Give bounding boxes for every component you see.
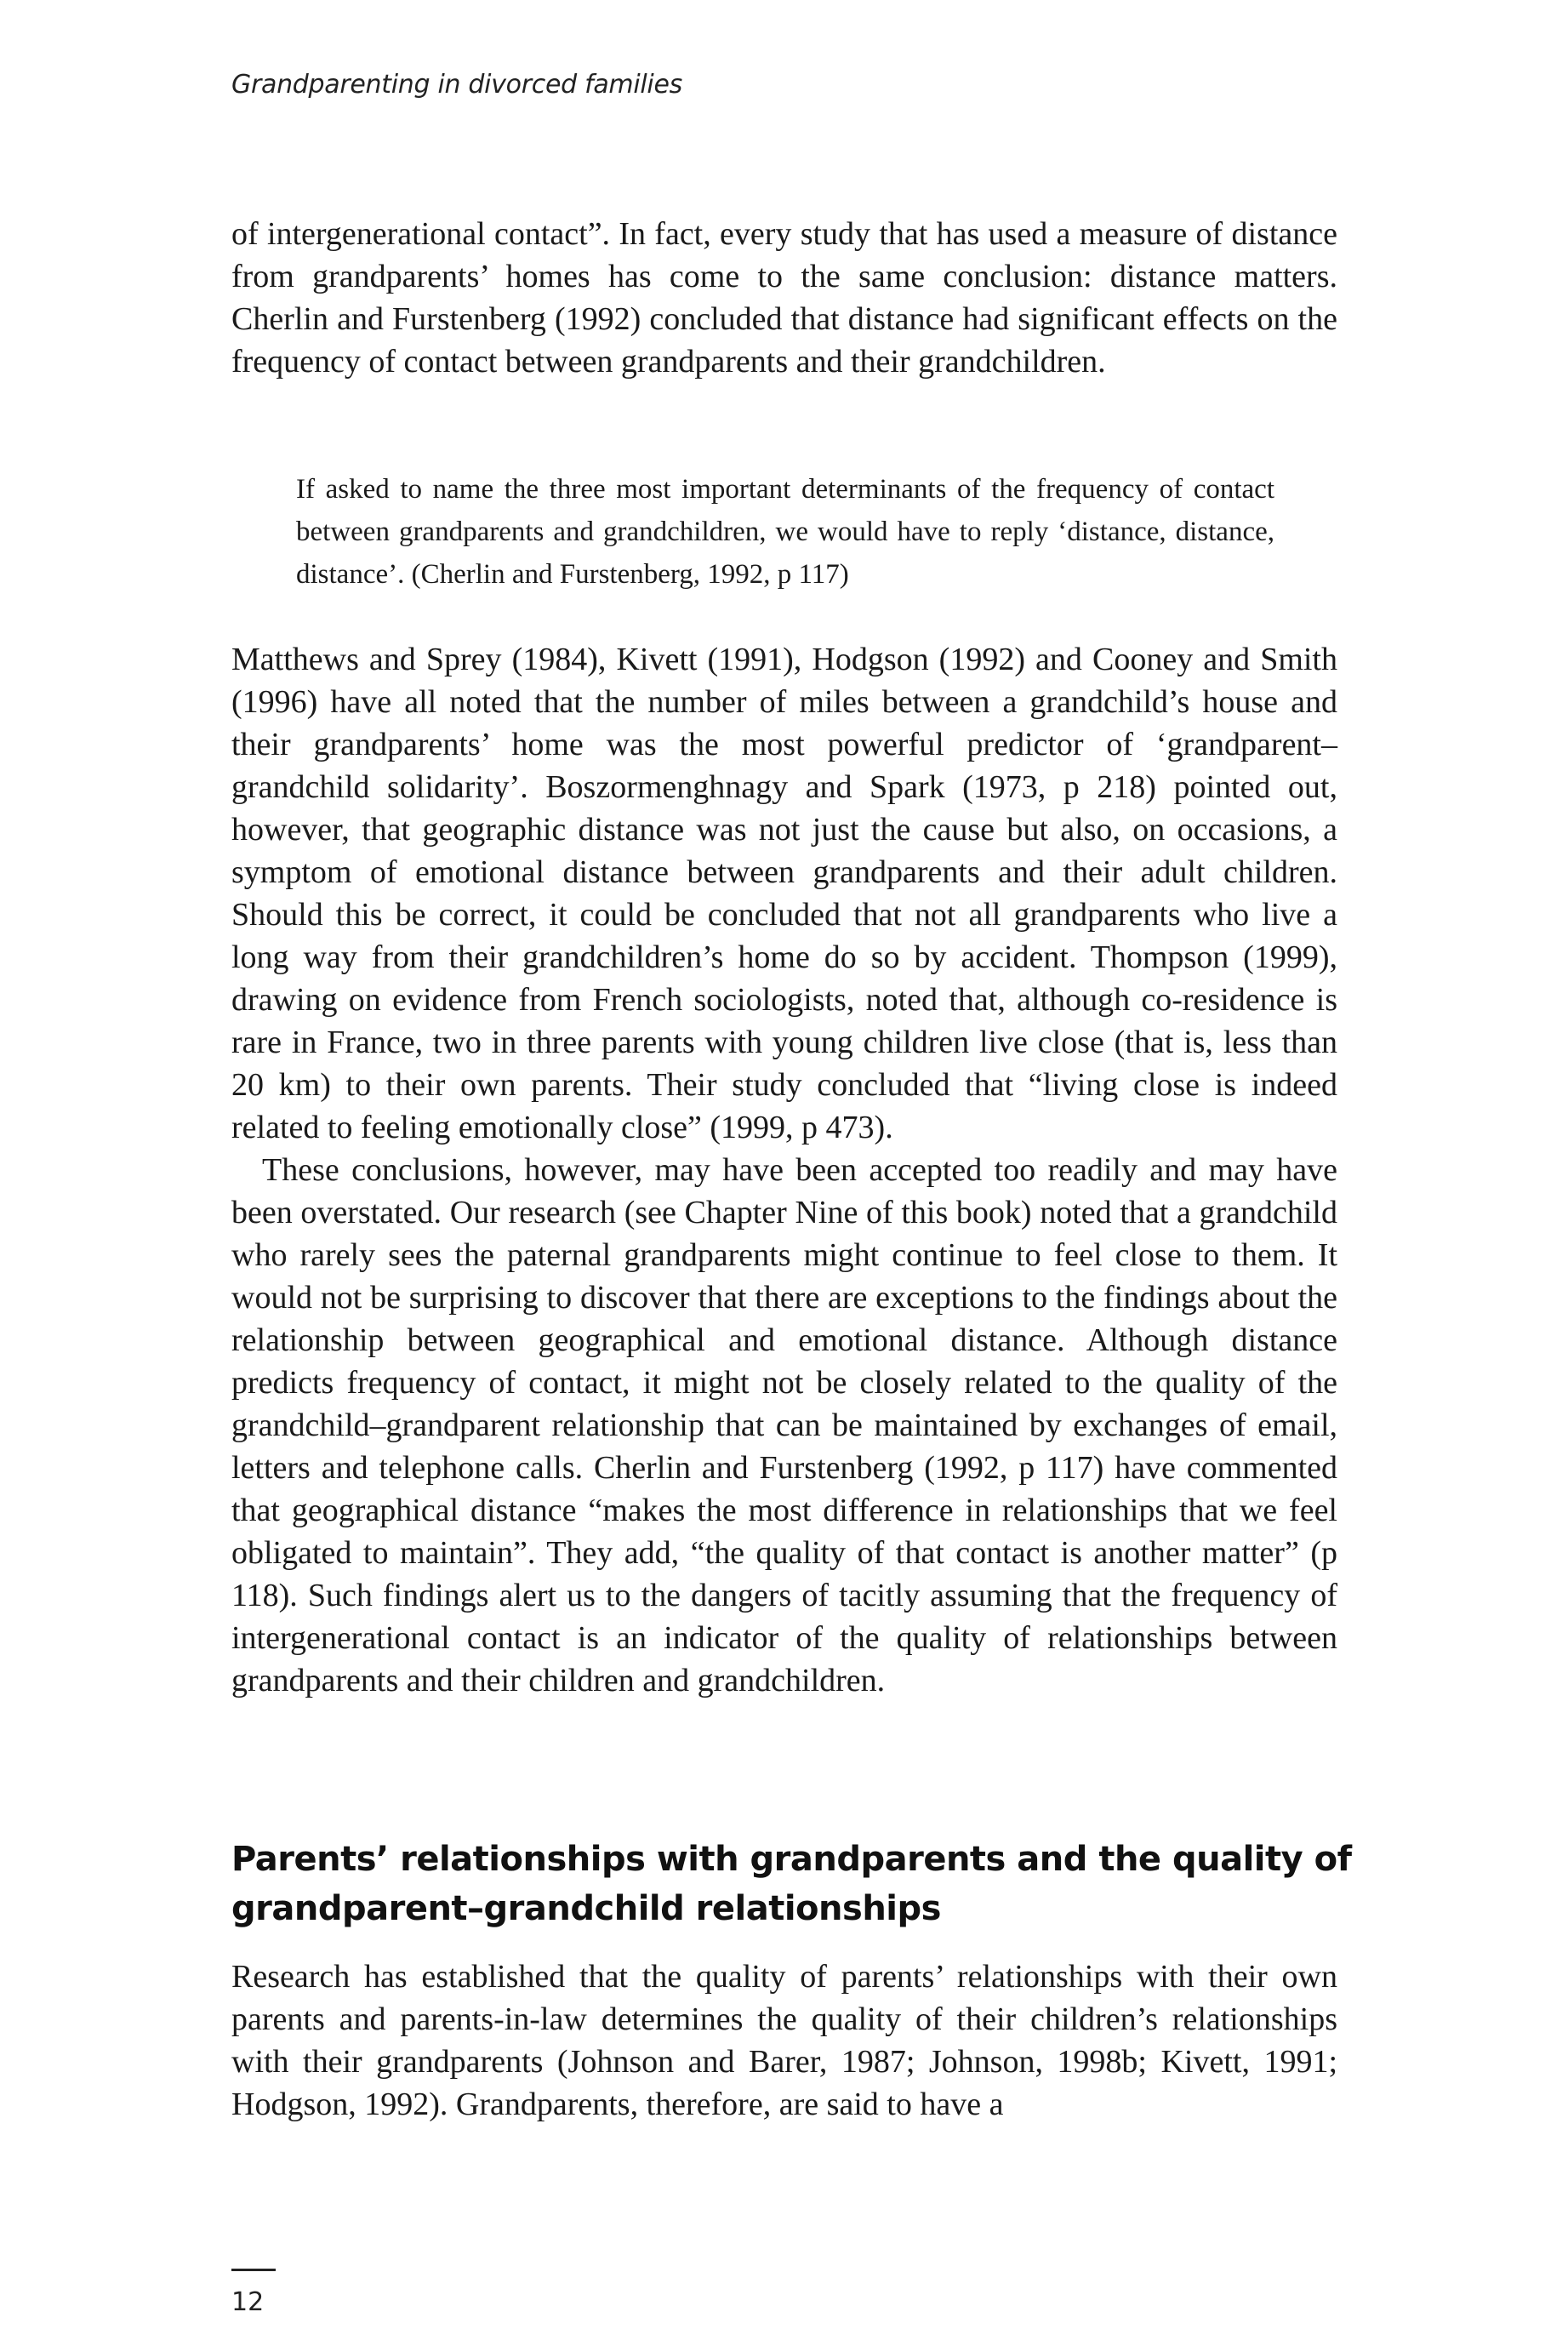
body-paragraphs-2-3 [231,638,1337,1702]
section-heading: Parents’ relationships with grandparents and the quality of grandparent–grandchild relationships [231,1840,1352,1928]
quote-text: If asked to name the three most important determinants of the frequency of contact between grandparents and grandchildren, we would have to reply ‘distance, distance, distance’. (Cherlin and Furstenberg, 1992, p 117) [296,474,1274,590]
running-head: Grandparenting in divorced families [231,70,682,100]
paragraph-text: These conclusions, however, may have been accepted too readily and may have been overstated. Our research (see Chapter Nine of this book) noted that a grandchild who rarely sees the paternal grandparents might continue to feel close to them. It would not be surprising to discover that there are exceptions to the findings about the relationship between geographical and emotional distance. Although distance predicts frequency of contact, it might not be closely related to the quality of the grandchild–grandparent relationship that can be maintained by exchanges of email, letters and telephone calls. Cherlin and Furstenberg (1992, p 117) have commented that geographical distance “makes the most difference in relationships that we feel obligated to maintain”. They add, “the quality of that contact is another matter” (p 118). Such findings alert us to the dangers of tacitly assuming that the frequency of intergenerational contact is an indicator of the quality of relationships between grandparents and their children and grandchildren. [231,1152,1337,1698]
page-number: 12 [231,2287,265,2317]
paragraph-text: Research has established that the quality of parents’ relationships with their own parents and parents-in-law determines the quality of their children’s relationships with their grandparents (Johnson and Barer, 1987; Johnson, 1998b; Kivett, 1991; Hodgson, 1992). Grandparents, therefore, are said to have a [231,1959,1337,2122]
body-paragraph-1 [231,213,1337,383]
body-paragraph-4 [231,1955,1337,2126]
paragraph-text: Matthews and Sprey (1984), Kivett (1991), Hodgson (1992) and Cooney and Smith (1996) have all noted that the number of miles between a grandchild’s house and their grandparents’ home was the most powerful predictor of ‘grandparent–grandchild solidarity’. Boszormenghnagy and Spark (1973, p 218) pointed out, however, that geographic distance was not just the cause but also, on occasions, a symptom of emotional distance between grandparents and their adult children. Should this be correct, it could be concluded that not all grandparents who live a long way from their grandchildren’s home do so by accident. Thompson (1999), drawing on evidence from French sociologists, noted that, although co-residence is rare in France, two in three parents with young children live close (that is, less than 20 km) to their own parents. Their study concluded that “living close is indeed related to feeling emotionally close” (1999, p 473). [231,642,1337,1145]
folio-rule [231,2269,276,2271]
block-quote [296,468,1274,596]
paragraph-text: of intergenerational contact”. In fact, every study that has used a measure of distance from grandparents’ homes has come to the same conclusion: distance matters. Cherlin and Furstenberg (1992) concluded that distance had significant effects on the frequency of contact between grandparents and their grandchildren. [231,216,1337,380]
